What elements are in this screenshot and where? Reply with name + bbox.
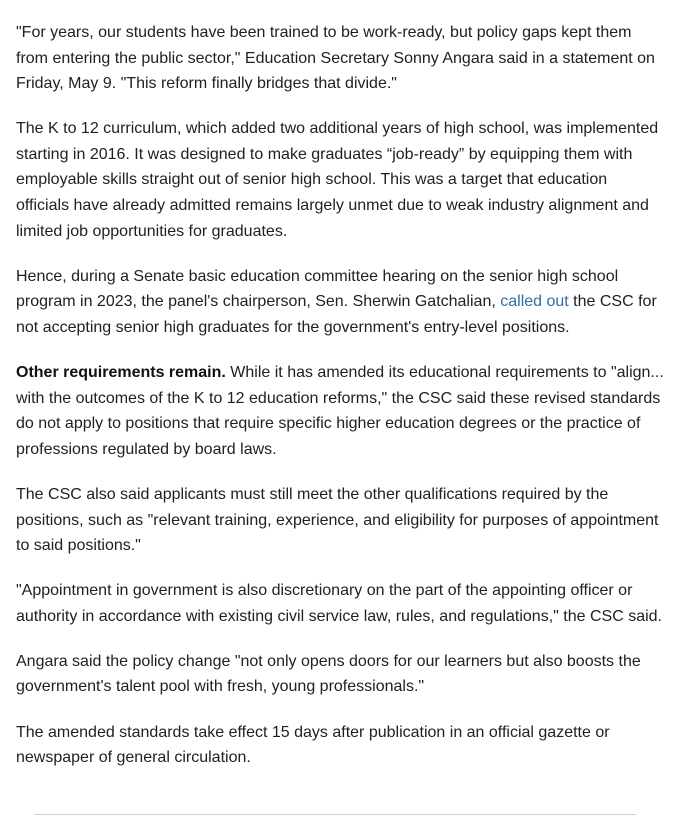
paragraph-text: Hence, during a Senate basic education committee hearing on the senior high school program in 2023, the panel's chairperson, Sen. Sherwin Gatchalian, [16, 267, 619, 311]
section-lead-in: Other requirements remain. [16, 364, 226, 382]
divider [34, 814, 636, 815]
paragraph-k12-curriculum: The K to 12 curriculum, which added two additional years of high school, was implemented starting in 2016. It was designed to make graduates “job-ready” by equipping them with employable skills straight out of senior high school. This was a target that education officials have already admitted remains largely unmet due to weak industry alignment and limited job opportunities for graduates. [16, 120, 659, 240]
paragraph-qualifications: The CSC also said applicants must still meet the other qualifications required by the positions, such as "relevant training, experience, and eligibility for purposes of appointment to said positions." [16, 485, 659, 555]
paragraph-quote-angara: "For years, our students have been trained to be work-ready, but policy gaps kept them from entering the public sector," Education Secretary Sonny Angara said in a statement on Friday, May 9. "This reform finally bridges that divide." [16, 24, 655, 93]
paragraph-text: While it has amended its educational requirements to "align... with the outcomes of the K to 12 education reforms," the CSC said these revised standards do not apply to positions that require specific higher education degrees or the practice of professions regulated by board laws. [16, 364, 664, 458]
paragraph-text: the CSC for not accepting senior high graduates for the government's entry-level positions. [16, 293, 657, 336]
article-body [16, 20, 664, 790]
paragraph-other-requirements [16, 360, 664, 462]
paragraph-angara-quote: Angara said the policy change "not only opens doors for our learners but also boosts the government's talent pool with fresh, young professionals." [16, 652, 641, 696]
called-out-link[interactable]: called out [500, 293, 569, 311]
paragraph-senate-hearing [16, 264, 664, 341]
paragraph-discretionary: "Appointment in government is also discretionary on the part of the appointing officer or authority in accordance with existing civil service law, rules, and regulations," the CSC said. [16, 582, 662, 625]
paragraph-effectivity: The amended standards take effect 15 days after publication in an official gazette or newspaper of general circulation. [16, 723, 610, 767]
